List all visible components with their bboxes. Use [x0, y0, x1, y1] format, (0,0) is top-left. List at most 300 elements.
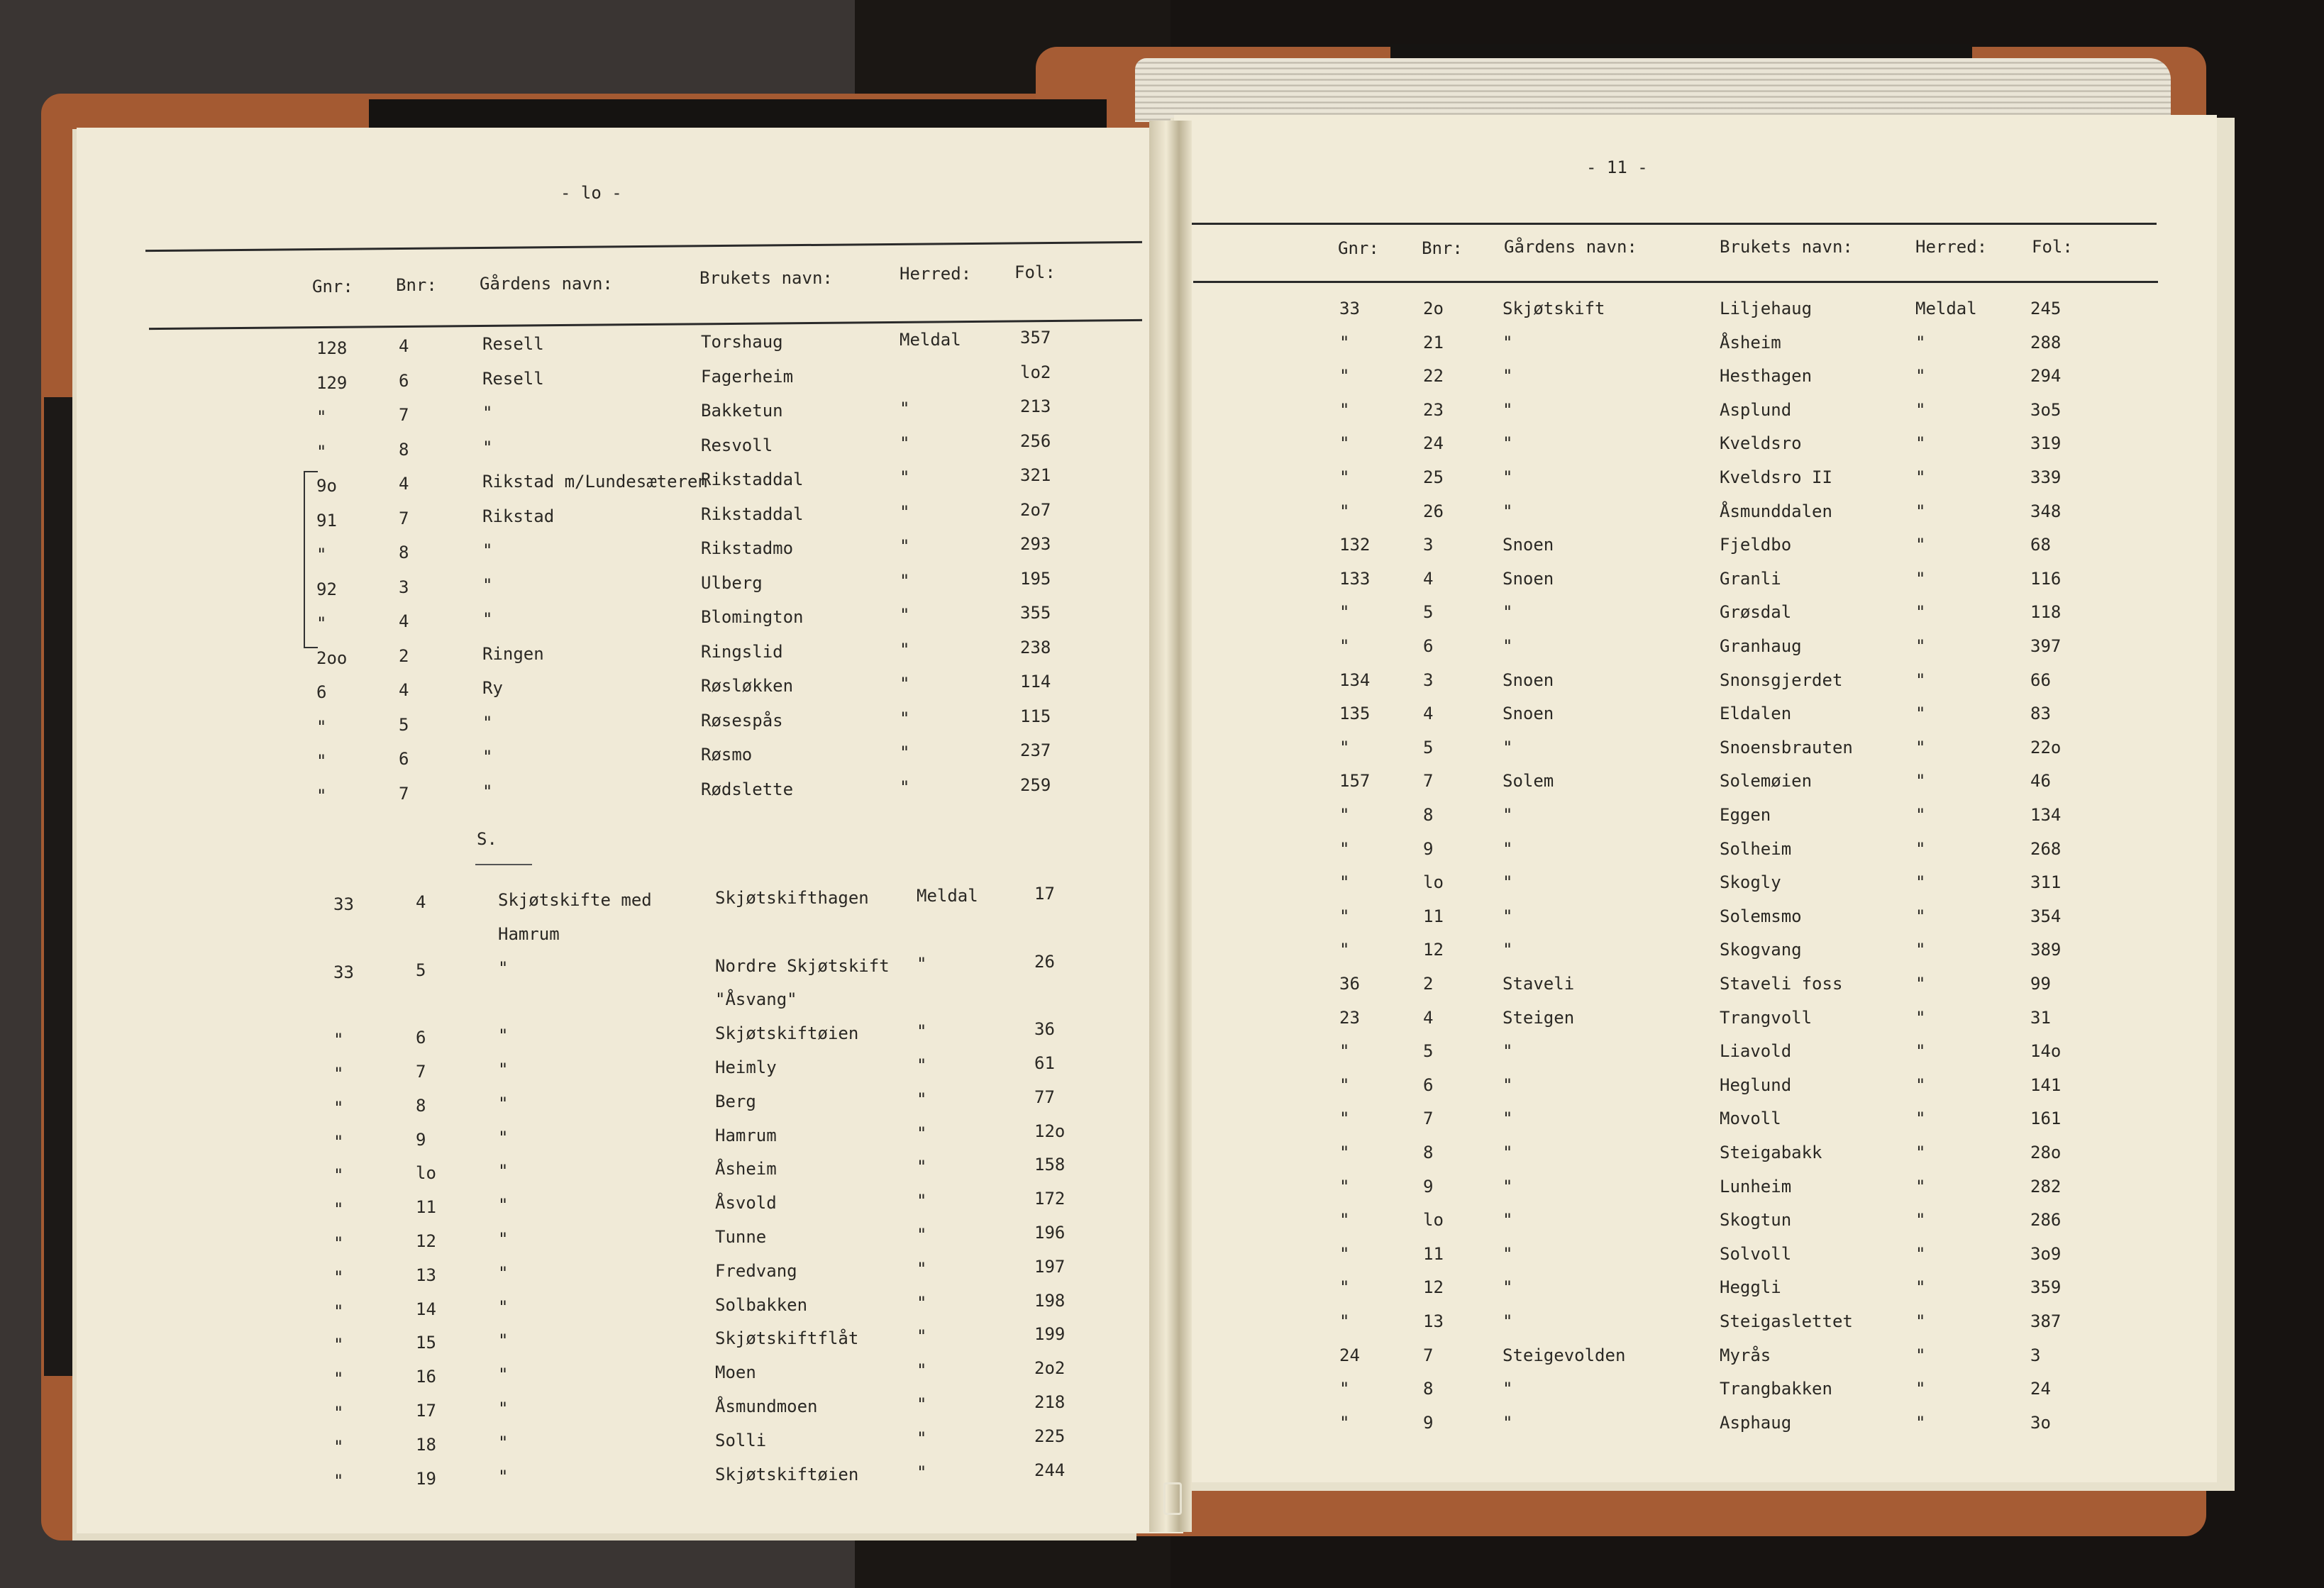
- cell-herred: ": [900, 743, 910, 762]
- cell-herred: ": [900, 467, 910, 487]
- cell-fol: 12o: [1034, 1121, 1066, 1141]
- cell-gard: ": [1503, 737, 1513, 757]
- cell-bruk: Fagerheim: [701, 366, 794, 387]
- cell-bnr: 7: [399, 783, 409, 804]
- cell-bnr: 4: [1423, 704, 1434, 724]
- cell-gnr: ": [333, 1470, 344, 1491]
- cell-gnr: ": [1339, 433, 1350, 454]
- cell-fol: 61: [1034, 1053, 1055, 1073]
- cell-fol: 357: [1020, 328, 1051, 348]
- cell-bnr: lo: [1423, 1210, 1444, 1231]
- cell-bnr: 16: [416, 1367, 436, 1387]
- cell-bnr: 8: [399, 543, 409, 562]
- cell-bruk: Heglund: [1720, 1075, 1792, 1095]
- cell-herred: ": [1915, 1277, 1926, 1298]
- cell-fol: lo2: [1020, 362, 1051, 382]
- cell-herred: ": [1915, 940, 1926, 960]
- cell-bruk: Nordre Skjøtskift: [715, 955, 890, 976]
- cell-gnr: 33: [333, 962, 354, 982]
- cell-bruk: Eldalen: [1720, 704, 1792, 724]
- cell-bnr: 7: [1423, 771, 1434, 792]
- cell-gard: ": [498, 1466, 509, 1487]
- cell-herred: ": [900, 777, 910, 797]
- cell-fol: 28o: [2030, 1143, 2062, 1162]
- cell-gard: ": [498, 1262, 509, 1283]
- cell-gnr: ": [333, 1301, 344, 1321]
- cell-gnr: ": [1339, 805, 1350, 825]
- cell-gnr: ": [1339, 1243, 1350, 1264]
- cell-herred: ": [917, 1292, 927, 1313]
- cell-bruk: Granli: [1720, 568, 1781, 589]
- cell-herred: ": [917, 1123, 927, 1143]
- cell-fol: 141: [2030, 1075, 2062, 1095]
- cell-bnr: 25: [1423, 467, 1444, 487]
- cell-gnr: ": [1339, 501, 1350, 521]
- cell-bnr: 23: [1423, 399, 1444, 420]
- cell-herred: ": [1915, 636, 1926, 656]
- cell-fol: 288: [2030, 332, 2062, 352]
- cell-gnr: ": [316, 407, 327, 427]
- cell-bnr: 12: [1423, 940, 1444, 960]
- cell-gard: ": [1503, 872, 1513, 893]
- cell-bruk: Fjeldbo: [1720, 535, 1792, 555]
- cell-fol: 31: [2030, 1007, 2051, 1028]
- cell-fol: 294: [2030, 366, 2062, 387]
- cell-bruk: Åsmunddalen: [1720, 501, 1832, 521]
- cell-gard: ": [1503, 1210, 1513, 1231]
- cell-herred: ": [1915, 805, 1926, 825]
- page-number-right: - 11 -: [1586, 157, 1648, 177]
- cell-bnr: 18: [416, 1434, 436, 1455]
- cell-bnr: 6: [1423, 1075, 1434, 1095]
- cell-gard: Snoen: [1503, 568, 1554, 589]
- cell-gard: ": [1503, 1277, 1513, 1298]
- cover-edge-left: [44, 397, 72, 1376]
- cell-bruk: Staveli foss: [1720, 974, 1843, 994]
- cell-bruk: Granhaug: [1720, 636, 1802, 656]
- cell-gnr: ": [316, 785, 327, 806]
- cell-bnr: 11: [1423, 1243, 1444, 1264]
- cell-gnr: ": [333, 1436, 344, 1457]
- cell-herred: ": [900, 639, 910, 660]
- cell-fol: 268: [2030, 838, 2062, 859]
- cell-bruk: Liljehaug: [1720, 299, 1813, 318]
- header-bnr-right: Bnr:: [1422, 238, 1463, 258]
- cell-bnr: 8: [1423, 805, 1434, 825]
- cell-bnr: 4: [416, 892, 426, 912]
- cell-herred: ": [917, 1157, 927, 1177]
- cell-herred: ": [1915, 366, 1926, 387]
- cell-gard: ": [1503, 805, 1513, 825]
- cell-bnr: 8: [1423, 1379, 1434, 1399]
- cell-gard: ": [498, 1161, 509, 1182]
- cell-gard: Snoen: [1503, 704, 1554, 724]
- cell-gard: ": [1503, 1075, 1513, 1095]
- cell-fol: 134: [2030, 805, 2062, 825]
- cell-gard: ": [1503, 602, 1513, 623]
- cell-herred: ": [917, 1258, 927, 1279]
- cell-gnr: 129: [316, 372, 348, 393]
- cell-bruk: Rikstadmo: [701, 538, 794, 558]
- cell-bruk: Snoensbrauten: [1720, 737, 1853, 757]
- cell-herred: ": [1915, 1210, 1926, 1231]
- cell-gard: ": [498, 1399, 509, 1418]
- cell-fol: 218: [1034, 1392, 1066, 1412]
- cell-herred: ": [900, 501, 910, 522]
- cell-herred: ": [1915, 1243, 1926, 1264]
- cell-herred: ": [1915, 1412, 1926, 1433]
- cell-bnr: 9: [416, 1129, 426, 1150]
- cell-fol: 256: [1020, 431, 1051, 451]
- cell-gard: ": [498, 1297, 509, 1317]
- cell-gnr: ": [1339, 366, 1350, 387]
- cell-gard: ": [498, 957, 509, 978]
- cell-bnr: 6: [1423, 636, 1434, 656]
- cell-bnr: lo: [1423, 872, 1444, 893]
- cell-bnr: 12: [1423, 1277, 1444, 1298]
- cell-gard: ": [1503, 399, 1513, 420]
- cell-gnr: 2oo: [316, 648, 348, 668]
- cell-bruk: Kveldsro II: [1720, 467, 1832, 487]
- cell-gnr: ": [1339, 399, 1350, 420]
- cell-gnr: ": [333, 1030, 344, 1050]
- cell-bnr: 5: [1423, 602, 1434, 623]
- cell-fol: 14o: [2030, 1041, 2062, 1062]
- cell-bnr: 4: [399, 336, 409, 356]
- cell-bnr: 3: [1423, 535, 1434, 555]
- cell-bnr: 8: [416, 1095, 426, 1116]
- cell-bruk: Hamrum: [715, 1125, 777, 1145]
- cell-bnr: 6: [399, 370, 409, 391]
- cell-gard: ": [1503, 1412, 1513, 1433]
- cell-bruk: Solbakken: [715, 1294, 808, 1315]
- cell-gnr: ": [1339, 636, 1350, 656]
- cell-bruk: Fredvang: [715, 1260, 797, 1281]
- cell-gnr: ": [316, 441, 327, 462]
- cell-bnr: 8: [399, 439, 409, 460]
- cell-bruk: Solli: [715, 1430, 767, 1450]
- cell-gard: ": [482, 712, 493, 733]
- section-letter-s: S.: [477, 829, 497, 849]
- cell-fol: 158: [1034, 1155, 1066, 1175]
- cell-bruk: Skogvang: [1720, 940, 1802, 960]
- cell-gnr: ": [1339, 1143, 1350, 1162]
- cell-bruk: Solemøien: [1720, 771, 1813, 792]
- cell-bnr: 11: [1423, 906, 1444, 926]
- cell-gard: Skjøtskift: [1503, 299, 1605, 318]
- cell-bruk: Skogly: [1720, 872, 1781, 893]
- cell-gard: Resell: [482, 334, 544, 354]
- page-left: [77, 128, 1183, 1533]
- cell-herred: ": [1915, 501, 1926, 521]
- cell-bnr: 5: [416, 960, 426, 980]
- cell-gnr: ": [1339, 1041, 1350, 1062]
- cell-bruk: Berg: [715, 1091, 756, 1111]
- cell-gnr: ": [333, 1267, 344, 1287]
- cell-gnr: 133: [1339, 568, 1371, 589]
- cell-gard: Snoen: [1503, 535, 1554, 555]
- cell-fol: 161: [2030, 1109, 2062, 1129]
- cell-bnr: 9: [1423, 1412, 1434, 1433]
- cell-gard: Solem: [1503, 771, 1554, 792]
- cell-gard: Ringen: [482, 643, 544, 664]
- cell-gard: ": [498, 1365, 509, 1385]
- binding-clip: [1163, 1482, 1182, 1515]
- cell-gnr: 33: [333, 894, 354, 914]
- cell-gnr: ": [1339, 1109, 1350, 1129]
- header-gnr-right: Gnr:: [1338, 238, 1379, 258]
- cell-fol: 348: [2030, 501, 2062, 521]
- cell-gnr: ": [1339, 1412, 1350, 1433]
- header-bruk-left: Brukets navn:: [699, 268, 833, 288]
- cell-gnr: ": [1339, 737, 1350, 757]
- cell-fol: 359: [2030, 1277, 2062, 1298]
- cell-gard: ": [482, 403, 493, 423]
- cell-gnr: ": [1339, 1311, 1350, 1331]
- cell-bruk: Åsvold: [715, 1193, 777, 1214]
- cell-bruk: Kveldsro: [1720, 433, 1802, 454]
- cell-bruk: Myrås: [1720, 1345, 1771, 1365]
- cell-bnr: 12: [416, 1231, 436, 1251]
- cell-bnr: 3: [399, 577, 409, 597]
- cell-bnr: 5: [1423, 1041, 1434, 1062]
- cell-gnr: ": [1339, 940, 1350, 960]
- cell-gnr: ": [1339, 1210, 1350, 1231]
- cell-herred: ": [1915, 332, 1926, 352]
- cell-herred: ": [1915, 1109, 1926, 1129]
- cell-gard: ": [498, 1127, 509, 1148]
- cell-bruk: Blomington: [701, 607, 804, 627]
- cell-fol: 238: [1020, 637, 1051, 657]
- cell-herred: ": [1915, 602, 1926, 623]
- cell-gnr: ": [1339, 1075, 1350, 1095]
- cell-bruk: Solheim: [1720, 838, 1792, 859]
- page-number-left: - lo -: [560, 183, 622, 203]
- cell-gnr: ": [316, 545, 327, 565]
- cell-gard: ": [1503, 838, 1513, 859]
- cell-gnr: 23: [1339, 1007, 1360, 1028]
- cell-gard: ": [1503, 1143, 1513, 1162]
- cell-herred: ": [917, 1055, 927, 1075]
- cell-gnr: 157: [1339, 771, 1371, 792]
- cell-gard: ": [482, 540, 493, 560]
- cell-herred: ": [900, 674, 910, 694]
- cell-fol: 46: [2030, 771, 2051, 792]
- cell-gnr: ": [333, 1131, 344, 1152]
- cell-fol: 213: [1020, 396, 1051, 416]
- cell-gard: ": [1503, 433, 1513, 454]
- cell-bnr: 21: [1423, 332, 1444, 352]
- cell-gard: ": [1503, 1243, 1513, 1264]
- cell-bruk: Trangvoll: [1720, 1007, 1813, 1028]
- cell-gnr: 6: [316, 682, 327, 702]
- cell-bnr: 8: [1423, 1143, 1434, 1162]
- cell-gard: Skjøtskifte med: [498, 890, 652, 910]
- cell-gnr: 92: [316, 579, 337, 599]
- cell-herred: Meldal: [900, 330, 961, 350]
- cell-bnr: 7: [1423, 1109, 1434, 1129]
- cell-fol: 116: [2030, 568, 2062, 589]
- cell-bnr: 9: [1423, 838, 1434, 859]
- cell-herred: ": [1915, 1311, 1926, 1331]
- cell-herred: ": [1915, 838, 1926, 859]
- cell-bnr: 13: [416, 1265, 436, 1285]
- cell-gnr: ": [333, 1233, 344, 1253]
- cell-gard: ": [482, 781, 493, 801]
- cell-gard: ": [1503, 636, 1513, 656]
- cell-herred: ": [917, 1428, 927, 1448]
- cell-herred: Meldal: [1915, 299, 1977, 318]
- cell-bruk: Grøsdal: [1720, 602, 1792, 623]
- cell-gnr: 135: [1339, 704, 1371, 724]
- cell-herred: ": [1915, 704, 1926, 724]
- cell-fol: 195: [1020, 568, 1051, 589]
- cell-fol: 321: [1020, 465, 1051, 485]
- cell-gnr: ": [333, 1097, 344, 1118]
- cell-fol: 197: [1034, 1256, 1066, 1277]
- cell-fol: 259: [1020, 774, 1051, 795]
- header-bruk-right: Brukets navn:: [1720, 237, 1853, 257]
- cell-gnr: ": [1339, 602, 1350, 623]
- cell-fol: 68: [2030, 535, 2051, 555]
- cell-fol: 66: [2030, 670, 2051, 690]
- header-gard-left: Gårdens navn:: [480, 274, 613, 294]
- cell-bnr: 4: [399, 680, 409, 700]
- cell-bruk: Lunheim: [1720, 1176, 1792, 1196]
- cell-herred: ": [1915, 872, 1926, 893]
- cell-herred: ": [1915, 467, 1926, 487]
- cell-bruk: Skjøtskiftøien: [715, 1464, 859, 1484]
- cell-bnr: 26: [1423, 501, 1444, 521]
- cell-bnr: 2: [1423, 974, 1434, 994]
- cell-gnr: 128: [316, 338, 348, 358]
- cell-gard: ": [1503, 1109, 1513, 1129]
- cell-fol: 293: [1020, 534, 1051, 554]
- cell-herred: ": [917, 1089, 927, 1109]
- cell-bruk: Bakketun: [701, 401, 783, 421]
- cell-bruk: Eggen: [1720, 805, 1771, 825]
- cell-gnr: ": [333, 1369, 344, 1389]
- cell-herred: ": [900, 399, 910, 418]
- cell-gnr: ": [1339, 872, 1350, 893]
- cell-fol: 282: [2030, 1176, 2062, 1196]
- cell-gnr: ": [333, 1199, 344, 1220]
- cell-gnr: 91: [316, 510, 337, 531]
- cell-bnr: 2o: [1423, 299, 1444, 318]
- cell-herred: ": [917, 1394, 927, 1414]
- cell-herred: ": [917, 953, 927, 974]
- cell-gnr: ": [1339, 906, 1350, 926]
- cell-fol: 114: [1020, 672, 1051, 692]
- cell-bruk: Movoll: [1720, 1109, 1781, 1129]
- header-herred-right: Herred:: [1915, 237, 1988, 257]
- cell-gnr: ": [316, 613, 327, 633]
- cell-bnr: 15: [416, 1333, 436, 1353]
- cell-bnr: 7: [399, 508, 409, 528]
- cell-bruk: Åsmundmoen: [715, 1397, 818, 1416]
- cell-gard: ": [1503, 940, 1513, 960]
- cell-bruk: Heggli: [1720, 1277, 1781, 1298]
- cell-bnr: 7: [1423, 1345, 1434, 1365]
- cell-herred: ": [1915, 535, 1926, 555]
- cell-gard: ": [498, 1229, 509, 1249]
- cell-herred: ": [917, 1021, 927, 1042]
- cell-fol: 339: [2030, 467, 2062, 487]
- cell-gard: ": [482, 609, 493, 629]
- cell-fol: 26: [1034, 951, 1055, 972]
- cell-gard: ": [498, 1432, 509, 1453]
- cell-bnr: 2: [399, 645, 409, 666]
- cell-bruk: Torshaug: [701, 332, 783, 352]
- cell-herred: ": [917, 1326, 927, 1347]
- cell-bnr: 4: [1423, 568, 1434, 589]
- cell-gard: ": [482, 747, 493, 767]
- cell-bnr: 17: [416, 1401, 436, 1421]
- cell-gard: ": [498, 1195, 509, 1216]
- cell-bnr: 7: [399, 405, 409, 425]
- cell-herred: ": [917, 1462, 927, 1482]
- cell-gnr: ": [316, 751, 327, 771]
- cell-fol: 198: [1034, 1290, 1066, 1311]
- cell-herred: ": [1915, 1176, 1926, 1196]
- cell-bruk: Åsheim: [715, 1159, 777, 1179]
- cell-fol: 389: [2030, 940, 2062, 960]
- cell-gard: ": [1503, 906, 1513, 926]
- cell-fol: 355: [1020, 603, 1051, 623]
- cell-fol: 99: [2030, 974, 2051, 994]
- cell-fol: 387: [2030, 1311, 2062, 1331]
- cell-herred: ": [900, 433, 910, 453]
- cell-bnr: 22: [1423, 366, 1444, 387]
- header-fol-right: Fol:: [2032, 237, 2073, 257]
- cell-herred: ": [1915, 1075, 1926, 1095]
- cell-gard: ": [1503, 1176, 1513, 1196]
- cell-gnr: ": [1339, 332, 1350, 352]
- header-fol-left: Fol:: [1014, 262, 1056, 282]
- cell-gnr: ": [1339, 1277, 1350, 1298]
- cell-bruk: Røsespås: [701, 710, 783, 731]
- cell-herred: ": [1915, 974, 1926, 994]
- cell-herred: ": [1915, 906, 1926, 926]
- cell-fol: 118: [2030, 602, 2062, 623]
- cell-gard: Hamrum: [498, 923, 560, 944]
- cell-gard: ": [1503, 1041, 1513, 1062]
- cell-fol: 22o: [2030, 737, 2062, 757]
- cell-herred: ": [900, 536, 910, 556]
- cell-bruk: Røsmo: [701, 745, 753, 765]
- cell-fol: 311: [2030, 872, 2062, 893]
- cell-fol: 2o7: [1020, 499, 1051, 520]
- cell-bruk: Røsløkken: [701, 676, 794, 696]
- cell-fol: 397: [2030, 636, 2062, 656]
- cell-bruk: Ulberg: [701, 572, 763, 593]
- cell-fol: 2o2: [1034, 1358, 1066, 1379]
- cell-gard: Resell: [482, 368, 544, 389]
- cell-fol: 196: [1034, 1223, 1066, 1243]
- cell-bruk: Asplund: [1720, 399, 1792, 420]
- book-gutter: [1149, 121, 1192, 1532]
- cell-herred: ": [917, 1360, 927, 1381]
- cell-bruk: Resvoll: [701, 435, 773, 455]
- cell-gnr: ": [1339, 1176, 1350, 1196]
- cell-gard: Steigen: [1503, 1007, 1575, 1028]
- cell-fol: 286: [2030, 1210, 2062, 1231]
- cell-bruk: Hesthagen: [1720, 366, 1813, 387]
- cell-gard: ": [498, 1331, 509, 1351]
- cell-herred: ": [1915, 1379, 1926, 1399]
- header-rule-top-right: [1192, 223, 2157, 225]
- cell-fol: 17: [1034, 884, 1055, 904]
